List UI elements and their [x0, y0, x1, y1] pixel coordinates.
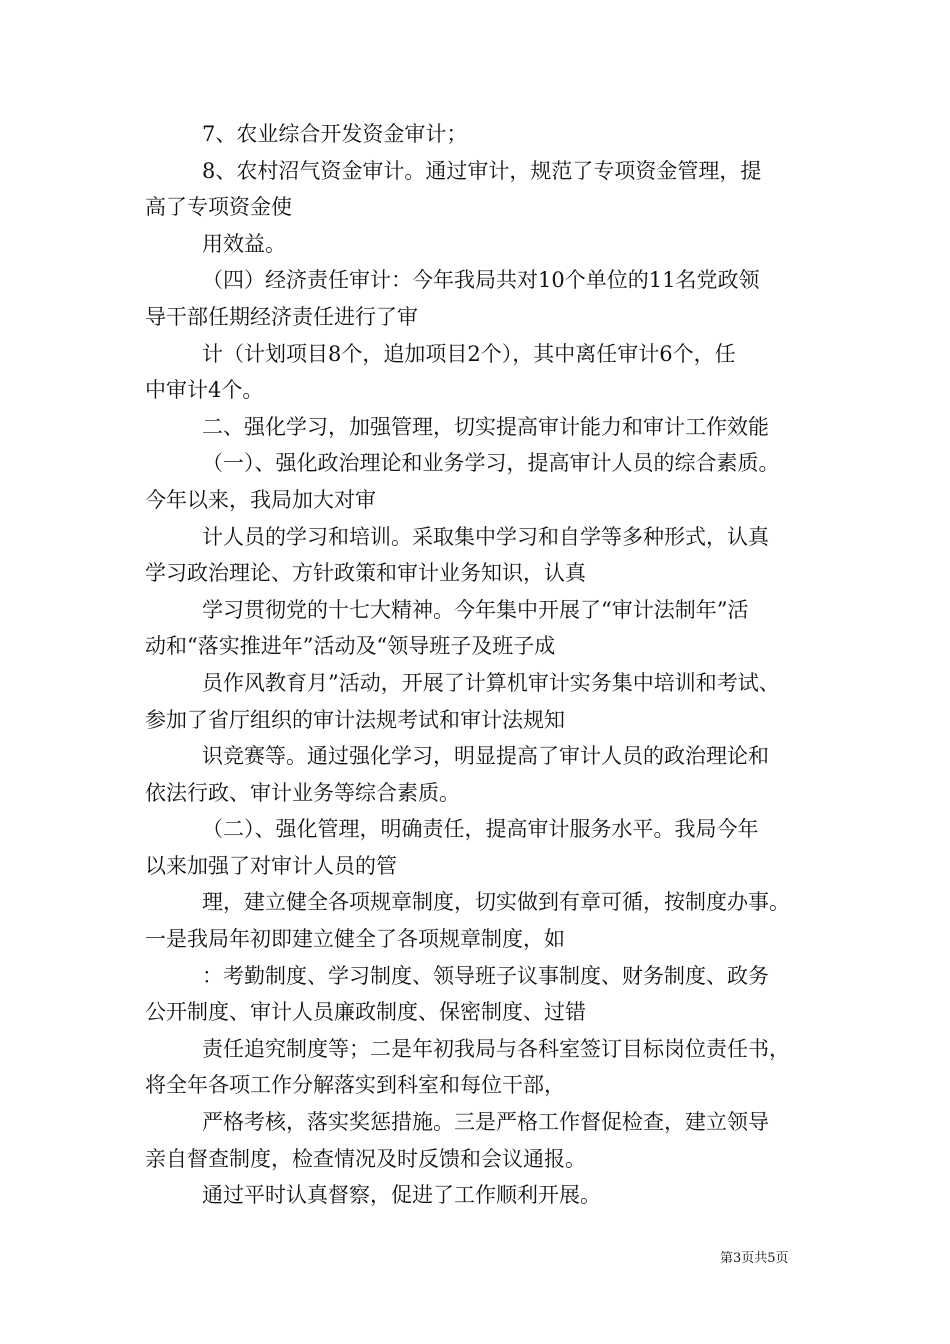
text-line: 导干部任期经济责任进行了审	[145, 304, 418, 329]
text-line: 一是我局年初即建立健全了各项规章制度，如	[145, 927, 565, 952]
text-line: 依法行政、审计业务等综合素质。	[145, 780, 460, 805]
text-line: 计人员的学习和培训。采取集中学习和自学等多种形式，认真	[202, 524, 769, 549]
text-line: 中审计4个。	[145, 378, 264, 403]
text-line: 高了专项资金使	[145, 195, 292, 220]
page-number-footer: 第3页共5页	[720, 1251, 789, 1266]
text-line: 通过平时认真督察，促进了工作顺利开展。	[202, 1183, 601, 1208]
text-line: 以来加强了对审计人员的管	[145, 853, 397, 878]
text-line: （二）、强化管理，明确责任，提高审计服务水平。我局今年	[202, 817, 759, 842]
text-line: 识竞赛等。通过强化学习，明显提高了审计人员的政治理论和	[202, 744, 769, 769]
text-line: 7、农业综合开发资金审计；	[202, 122, 468, 146]
text-line: 学习贯彻党的十七大精神。今年集中开展了“审计法制年”活	[202, 597, 749, 622]
section-heading: 二、强化学习，加强管理，切实提高审计能力和审计工作效能	[202, 414, 769, 439]
text-line: 计（计划项目8个，追加项目2个），其中离任审计6个，任	[202, 341, 736, 366]
document-body	[145, 116, 825, 1214]
text-line: 8、农村沼气资金审计。通过审计，规范了专项资金管理，提	[202, 158, 762, 183]
text-line: 亲自督查制度，检查情况及时反馈和会议通报。	[145, 1146, 586, 1171]
text-line: 将全年各项工作分解落实到科室和每位干部，	[145, 1073, 565, 1098]
text-line: 理，建立健全各项规章制度，切实做到有章可循，按制度办事。	[202, 890, 790, 915]
text-line: 参加了省厅组织的审计法规考试和审计法规知	[145, 707, 565, 732]
text-line: 责任追究制度等；二是年初我局与各科室签订目标岗位责任书，	[202, 1036, 790, 1061]
text-line: 公开制度、审计人员廉政制度、保密制度、过错	[145, 1000, 586, 1025]
text-line: 学习政治理论、方针政策和审计业务知识，认真	[145, 561, 586, 586]
text-line: 动和“落实推进年”活动及“领导班子及班子成	[145, 634, 556, 659]
text-line: 用效益。	[202, 231, 286, 256]
text-line: ：考勤制度、学习制度、领导班子议事制度、财务制度、政务	[202, 963, 769, 988]
text-line: 员作风教育月”活动，开展了计算机审计实务集中培训和考试、	[202, 670, 780, 695]
text-line: （一）、强化政治理论和业务学习，提高审计人员的综合素质。	[202, 451, 780, 476]
text-line: 今年以来，我局加大对审	[145, 487, 376, 512]
text-line: （四）经济责任审计：今年我局共对10个单位的11名党政领	[202, 268, 760, 293]
text-line: 严格考核，落实奖惩措施。三是严格工作督促检查，建立领导	[202, 1110, 769, 1135]
